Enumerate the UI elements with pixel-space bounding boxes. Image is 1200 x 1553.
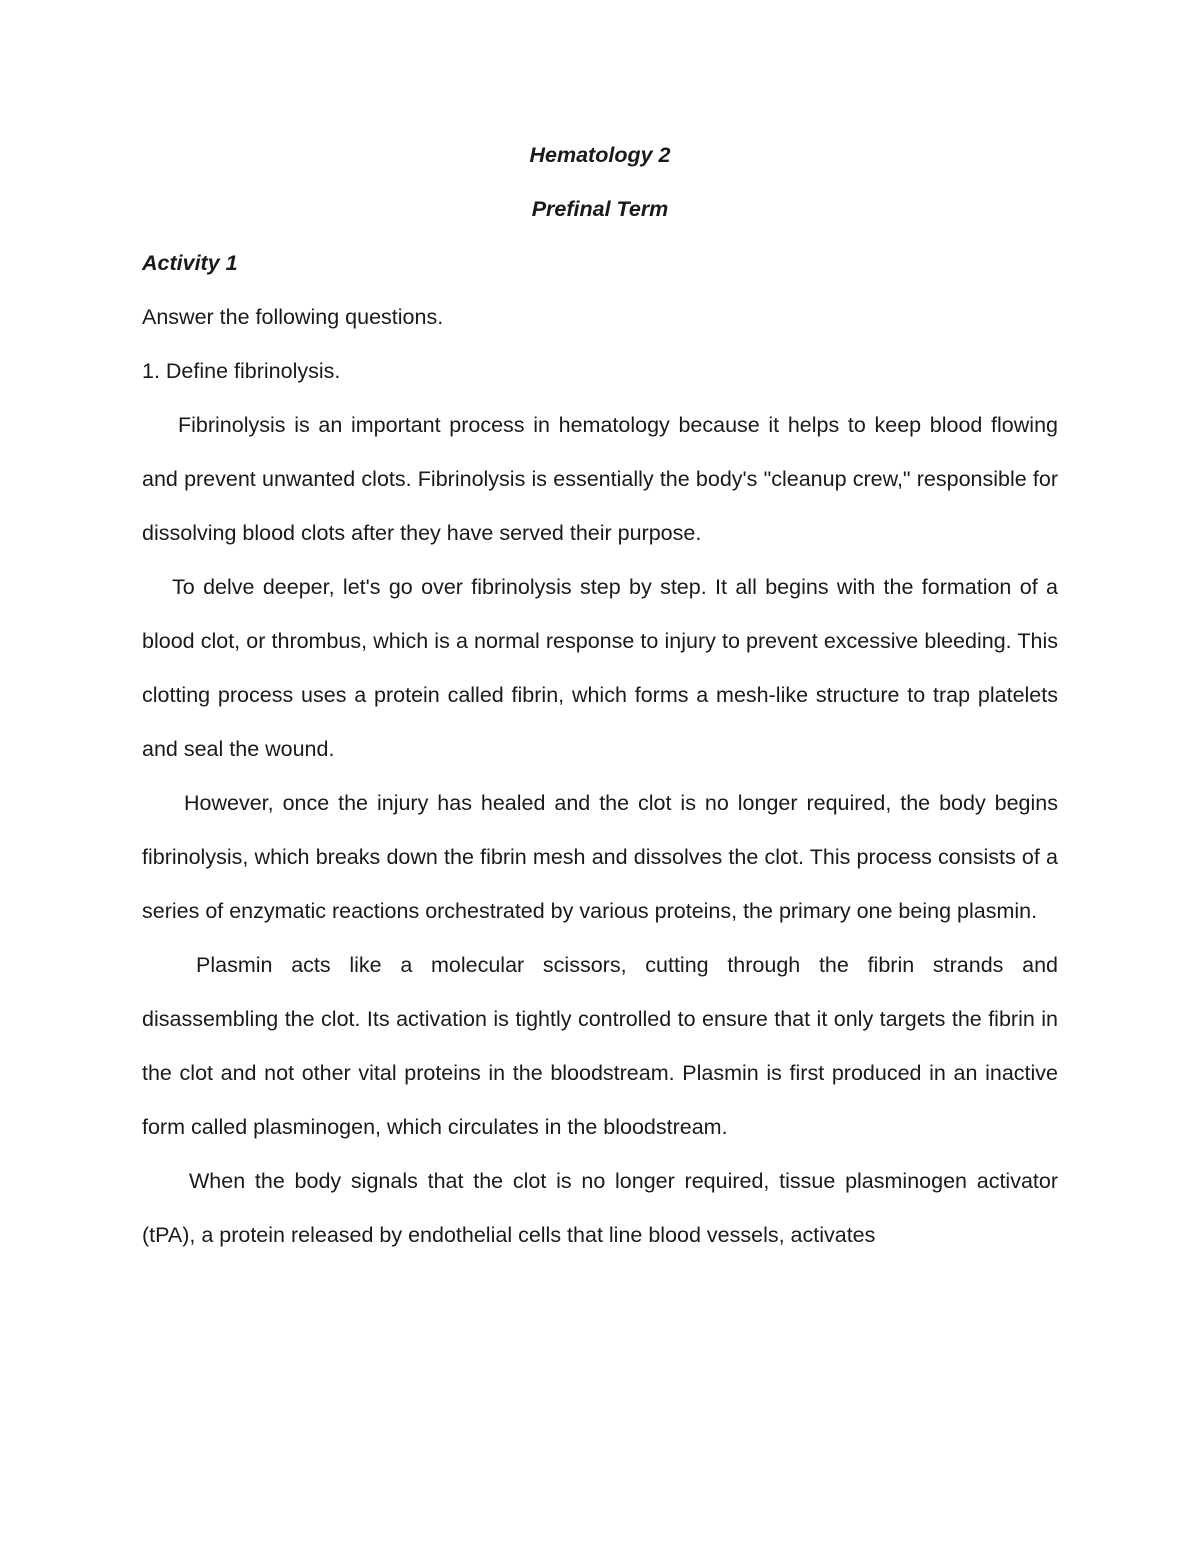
document-subtitle: Prefinal Term (531, 197, 669, 221)
document-body (142, 128, 1058, 1262)
instruction-text: Answer the following questions. (142, 305, 444, 329)
document-title: Hematology 2 (529, 143, 671, 167)
paragraph-5: When the body signals that the clot is no longer required, tissue plasminogen activator (tPA), a protein released by endothelial cells that line blood vessels, activates (142, 1169, 1058, 1247)
paragraph-4: Plasmin acts like a molecular scissors, cutting through the fibrin strands and disassembling the clot. Its activation is tightly controlled to ensure that it only targets the fibrin in the clot and not other vital proteins in the bloodstream. Plasmin is first produced in an inactive form called plasminogen, which circulates in the bloodstream. (142, 953, 1058, 1139)
paragraph-3: However, once the injury has healed and the clot is no longer required, the body begins fibrinolysis, which breaks down the fibrin mesh and dissolves the clot. This process consists of a series of enzymatic reactions orchestrated by various proteins, the primary one being plasmin. (142, 791, 1058, 923)
question-1: 1. Define fibrinolysis. (142, 359, 341, 383)
activity-heading: Activity 1 (142, 251, 238, 275)
paragraph-1: Fibrinolysis is an important process in hematology because it helps to keep blood flowing and prevent unwanted clots. Fibrinolysis is essentially the body's "cleanup crew," responsible for dissolving blood clots after they have served their purpose. (142, 413, 1058, 545)
paragraph-2: To delve deeper, let's go over fibrinolysis step by step. It all begins with the formation of a blood clot, or thrombus, which is a normal response to injury to prevent excessive bleeding. This clotting process uses a protein called fibrin, which forms a mesh-like structure to trap platelets and seal the wound. (142, 575, 1058, 761)
